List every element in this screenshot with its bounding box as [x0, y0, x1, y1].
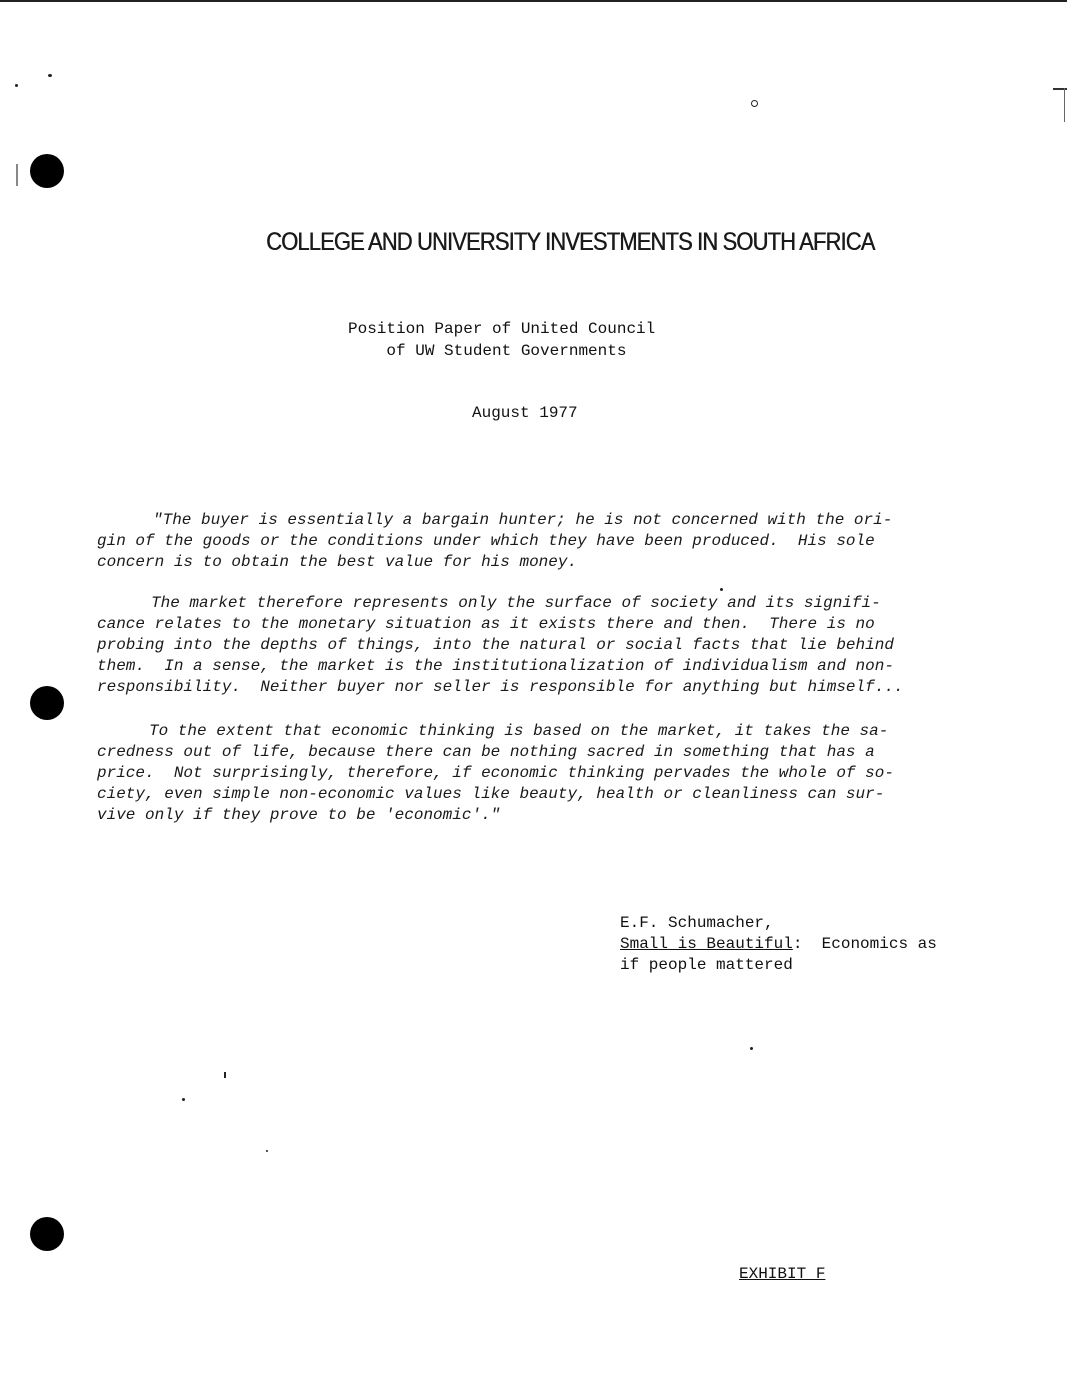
quote-line: responsibility. Neither buyer nor seller is responsible for anything but himself... — [97, 678, 904, 696]
quote-line: cance relates to the monetary situation as it exists there and then. There is no — [97, 615, 875, 633]
scan-speck — [48, 74, 52, 77]
quote-line: price. Not surprisingly, therefore, if economic thinking pervades the whole of so- — [97, 764, 894, 782]
scan-speck — [15, 84, 18, 87]
quote-paragraph-1 — [97, 510, 987, 573]
punch-hole-middle — [30, 686, 64, 720]
quote-line: To the extent that economic thinking is based on the market, it takes the sa- — [149, 722, 889, 740]
quote-line: "The buyer is essentially a bargain hunter; he is not concerned with the ori- — [153, 511, 893, 529]
citation-book-title: Small is Beautiful — [620, 935, 793, 953]
quote-paragraph-3 — [97, 721, 987, 826]
exhibit-label: EXHIBIT F — [739, 1265, 826, 1283]
document-date: August 1977 — [472, 404, 578, 422]
quote-line: ciety, even simple non-economic values like beauty, health or cleanliness can sur- — [97, 785, 885, 803]
document-title: COLLEGE AND UNIVERSITY INVESTMENTS IN SOUTH AFRICA — [266, 228, 875, 256]
punch-hole-top — [30, 154, 64, 188]
quote-line: credness out of life, because there can be nothing sacred in something that has a — [97, 743, 875, 761]
scan-speck — [266, 1150, 268, 1152]
quote-line: concern is to obtain the best value for his money. — [97, 553, 578, 571]
quote-line: probing into the depths of things, into the natural or social facts that lie behind — [97, 636, 894, 654]
scan-speck — [750, 1047, 753, 1050]
citation-author: E.F. Schumacher, — [620, 914, 774, 932]
scan-speck — [751, 100, 758, 107]
punch-hole-bottom — [30, 1217, 64, 1251]
page-top-edge — [0, 0, 1067, 2]
scan-speck — [720, 588, 723, 591]
scan-speck — [182, 1098, 185, 1101]
quote-line: them. In a sense, the market is the institutionalization of individualism and non- — [97, 657, 894, 675]
quote-line: gin of the goods or the conditions under which they have been produced. His sole — [97, 532, 875, 550]
subtitle-line-1: Position Paper of United Council — [348, 320, 656, 338]
scan-speck — [224, 1072, 226, 1078]
document-subtitle — [348, 318, 655, 362]
quote-line: The market therefore represents only the surface of society and its signifi- — [151, 594, 881, 612]
quote-line: vive only if they prove to be 'economic'." — [97, 806, 501, 824]
subtitle-line-2: of UW Student Governments — [386, 342, 627, 360]
edge-mark-vertical — [1064, 88, 1065, 122]
citation-subtitle-part-1: : Economics as — [792, 935, 937, 953]
citation-subtitle-part-2: if people mattered — [620, 956, 793, 974]
scan-speck — [16, 164, 18, 186]
citation — [620, 913, 937, 976]
quote-paragraph-2 — [97, 593, 987, 698]
